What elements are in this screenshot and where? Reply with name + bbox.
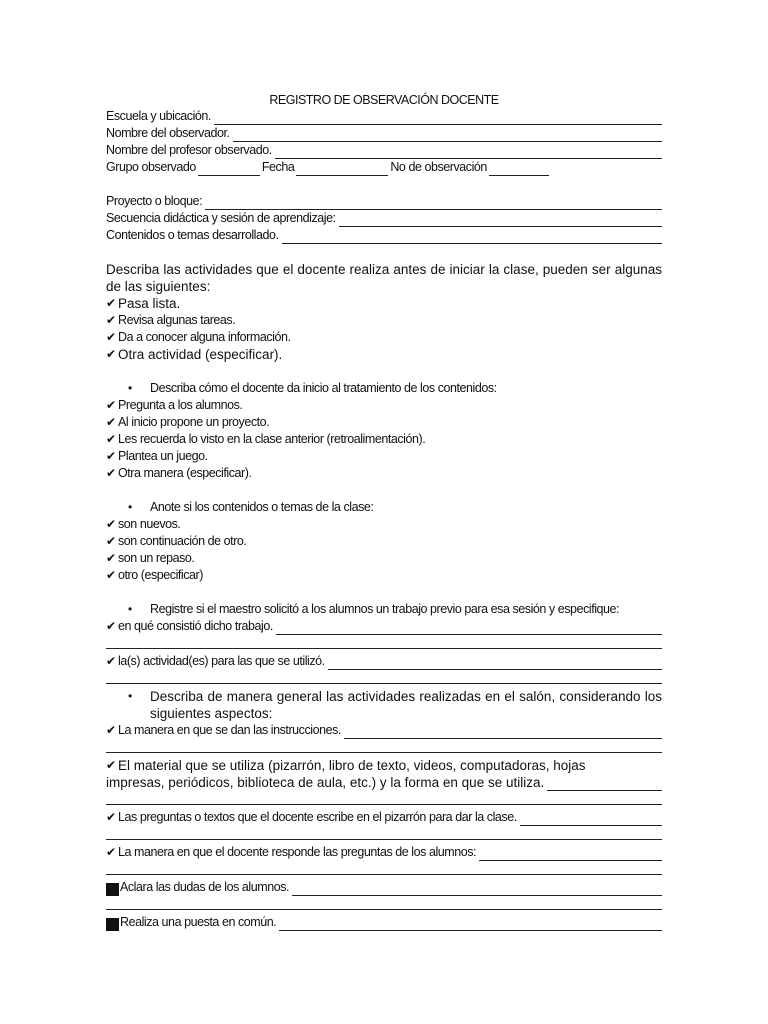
check-icon: ✔ — [106, 551, 116, 565]
check-icon: ✔ — [106, 398, 116, 412]
check-icon: ✔ — [106, 466, 116, 480]
square-icon — [106, 883, 119, 896]
square-item[interactable]: Realiza una puesta en común. — [106, 914, 662, 931]
check-item[interactable]: ✔ son continuación de otro. — [106, 534, 247, 548]
section1-intro: Describa las actividades que el docente realiza antes de iniciar la clase, pueden ser algunas de las siguientes: — [106, 262, 662, 294]
contents-blank[interactable] — [282, 231, 662, 244]
teacher-blank[interactable] — [275, 146, 662, 159]
check-item[interactable]: ✔ son un repaso. — [106, 551, 195, 565]
obs-no-label: No de observación — [390, 160, 487, 174]
check-item[interactable]: ✔ El material que se utiliza (pizarrón, libro de texto, videos, computadoras, hojas — [106, 758, 586, 773]
check-item[interactable]: ✔ Les recuerda lo visto en la clase anterior (retroalimentación). — [106, 432, 426, 446]
observer-field — [106, 125, 662, 142]
answer-blank[interactable] — [328, 657, 662, 670]
check-item[interactable]: ✔ Otra manera (especificar). — [106, 466, 252, 480]
bullet-icon: • — [128, 689, 133, 703]
check-icon: ✔ — [106, 432, 116, 446]
bullet-icon: • — [128, 500, 132, 514]
group-blank[interactable] — [198, 163, 260, 176]
check-item[interactable]: ✔ la(s) actividad(es) para las que se utilizó. — [106, 653, 662, 670]
check-icon: ✔ — [106, 296, 117, 310]
check-icon: ✔ — [106, 654, 116, 668]
check-icon: ✔ — [106, 517, 116, 531]
answer-line[interactable] — [106, 635, 662, 649]
observation-form — [106, 92, 662, 931]
check-item[interactable]: ✔ Al inicio propone un proyecto. — [106, 415, 270, 429]
contents-field — [106, 227, 662, 244]
check-icon: ✔ — [106, 449, 116, 463]
check-item[interactable]: ✔ Da a conocer alguna información. — [106, 330, 291, 344]
check-item[interactable]: ✔ Revisa algunas tareas. — [106, 313, 236, 327]
check-icon: ✔ — [106, 347, 117, 361]
check-item[interactable]: ✔ Otra actividad (especificar). — [106, 347, 283, 362]
section5-bullet: • Describa de manera general las actividades realizadas en el salón, considerando los siguientes aspectos: — [128, 689, 662, 721]
form-title: REGISTRO DE OBSERVACIÓN DOCENTE — [269, 93, 499, 107]
check-icon: ✔ — [106, 415, 116, 429]
section2-bullet: • Describa cómo el docente da inicio al tratamiento de los contenidos: — [128, 381, 497, 395]
school-blank[interactable] — [214, 112, 662, 125]
answer-line[interactable] — [106, 896, 662, 910]
answer-blank[interactable] — [344, 726, 662, 739]
check-item[interactable]: ✔ La manera en que el docente responde las preguntas de los alumnos: — [106, 844, 662, 861]
answer-line[interactable] — [106, 670, 662, 684]
answer-line[interactable] — [106, 826, 662, 840]
square-item[interactable]: Aclara las dudas de los alumnos. — [106, 879, 662, 896]
check-icon: ✔ — [106, 810, 116, 824]
check-item[interactable]: ✔ Pasa lista. — [106, 296, 181, 311]
sequence-field — [106, 210, 662, 227]
group-date-row — [106, 159, 662, 176]
check-icon: ✔ — [106, 534, 116, 548]
section3-bullet: • Anote si los contenidos o temas de la clase: — [128, 500, 374, 514]
teacher-field — [106, 142, 662, 159]
answer-blank[interactable] — [520, 813, 662, 826]
check-item[interactable]: ✔ Pregunta a los alumnos. — [106, 398, 243, 412]
answer-blank[interactable] — [479, 848, 662, 861]
answer-line[interactable] — [106, 739, 662, 753]
check-icon: ✔ — [106, 619, 116, 633]
sequence-blank[interactable] — [339, 214, 662, 227]
date-label: Fecha — [261, 160, 295, 174]
school-field — [106, 108, 662, 125]
answer-line[interactable] — [106, 861, 662, 875]
check-icon: ✔ — [106, 313, 116, 327]
contents-label: Contenidos o temas desarrollado. — [106, 228, 279, 242]
answer-blank[interactable] — [276, 622, 662, 635]
school-label: Escuela y ubicación. — [106, 109, 211, 123]
project-field — [106, 193, 662, 210]
check-item[interactable]: ✔ otro (especificar) — [106, 568, 203, 582]
section4-bullet: • Registre si el maestro solicitó a los alumnos un trabajo previo para esa sesión y especifique: — [128, 602, 620, 616]
observer-label: Nombre del observador. — [106, 126, 230, 140]
check-item[interactable]: ✔ Las preguntas o textos que el docente escribe en el pizarrón para dar la clase. — [106, 809, 662, 826]
answer-line[interactable] — [106, 791, 662, 805]
check-icon: ✔ — [106, 330, 116, 344]
teacher-label: Nombre del profesor observado. — [106, 143, 272, 157]
bullet-icon: • — [128, 602, 132, 616]
project-label: Proyecto o bloque: — [106, 194, 203, 208]
date-blank[interactable] — [296, 163, 388, 176]
check-item[interactable]: ✔ en qué consistió dicho trabajo. — [106, 618, 662, 635]
material-continuation: impresas, periódicos, biblioteca de aula, etc.) y la forma en que se utiliza. — [106, 774, 662, 791]
check-item[interactable]: ✔ son nuevos. — [106, 517, 181, 531]
bullet-icon: • — [128, 381, 132, 395]
answer-blank[interactable] — [292, 883, 662, 896]
check-icon: ✔ — [106, 845, 116, 859]
square-icon — [106, 918, 119, 931]
answer-blank[interactable] — [547, 778, 662, 791]
check-item[interactable]: ✔ Plantea un juego. — [106, 449, 208, 463]
obs-no-blank[interactable] — [489, 163, 549, 176]
observer-blank[interactable] — [233, 129, 662, 142]
check-item[interactable]: ✔ La manera en que se dan las instrucciones. — [106, 722, 662, 739]
project-blank[interactable] — [205, 197, 662, 210]
check-icon: ✔ — [106, 568, 116, 582]
answer-blank[interactable] — [279, 918, 662, 931]
check-icon: ✔ — [106, 723, 116, 737]
sequence-label: Secuencia didáctica y sesión de aprendizaje: — [106, 211, 336, 225]
check-icon: ✔ — [106, 758, 117, 772]
group-label: Grupo observado — [106, 160, 196, 174]
